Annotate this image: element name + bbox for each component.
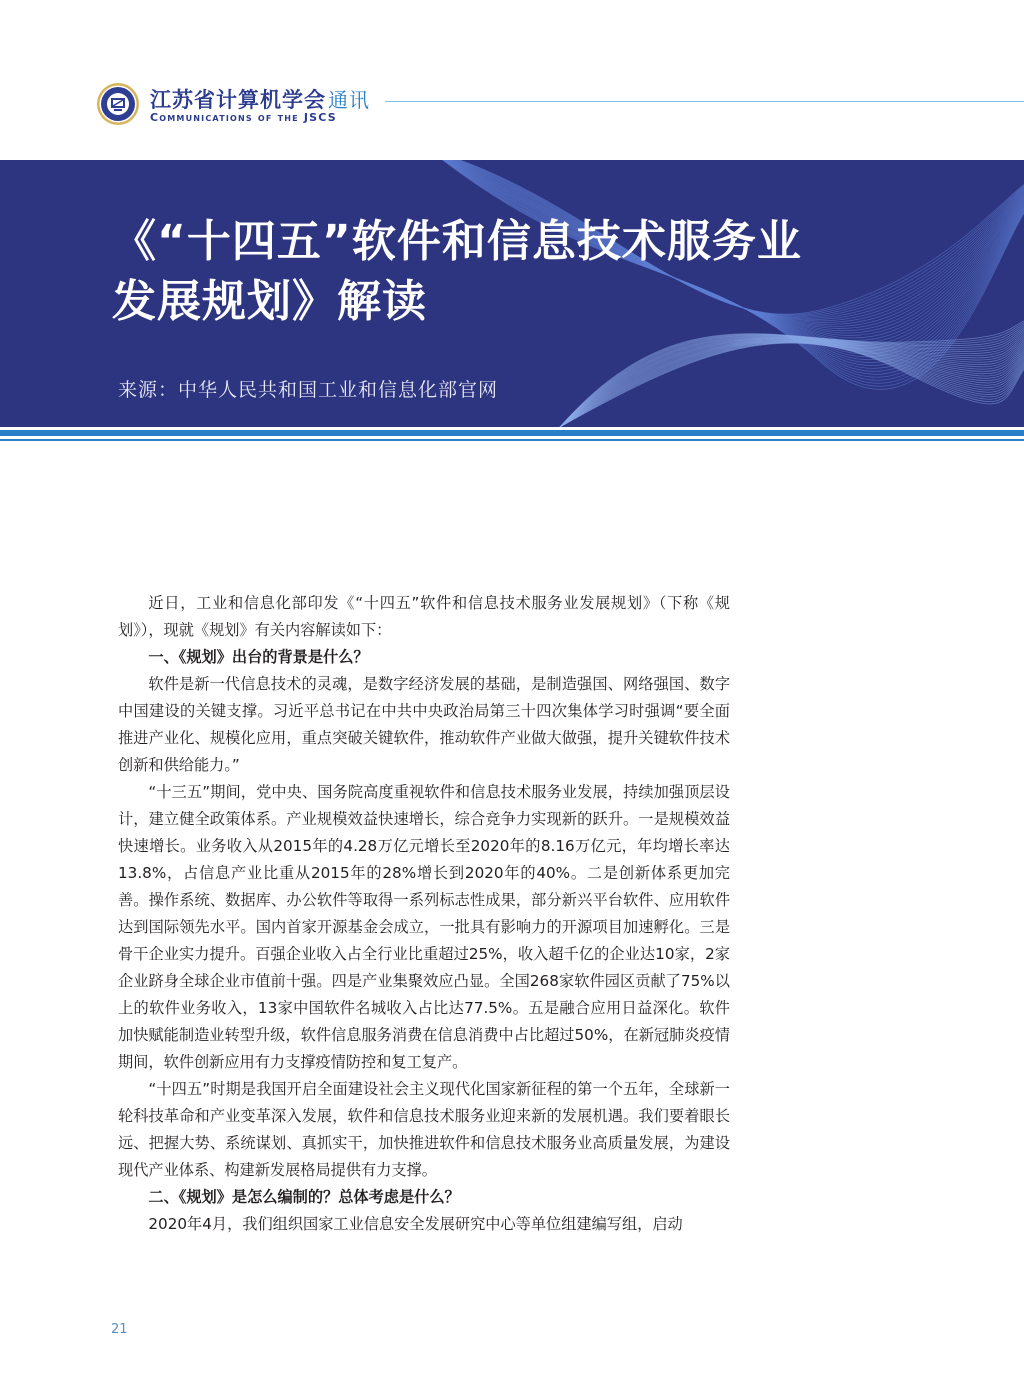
- section-heading: 二、《规划》是怎么编制的？总体考虑是什么？: [148, 1188, 460, 1206]
- header-rule: [385, 101, 1024, 102]
- article-title-line1: 《“十四五”软件和信息技术服务业: [112, 216, 802, 267]
- banner-bottom-thin-bar: [0, 439, 1024, 441]
- article-title-line2: 发展规划》解读: [112, 276, 427, 327]
- article-source: 来源：中华人民共和国工业和信息化部官网: [118, 379, 499, 401]
- org-name-cn: 江苏省计算机学会: [150, 88, 326, 112]
- banner-bottom-bar: [0, 430, 1024, 436]
- paragraph: 近日，工业和信息化部印发《“十四五”软件和信息技术服务业发展规划》（下称《规划》），现就《规划》有关内容解读如下：: [118, 594, 730, 639]
- paragraph: 软件是新一代信息技术的灵魂，是数字经济发展的基础，是制造强国、网络强国、数字中国建设的关键支撑。习近平总书记在中共中央政治局第三十四次集体学习时强调“要全面推进产业化、规模化应用，重点突破关键软件，推动软件产业做大做强，提升关键软件技术创新和供给能力。”: [118, 675, 730, 774]
- jscs-seal-logo: [96, 82, 140, 126]
- article-title: [112, 212, 802, 332]
- paragraph: 2020年4月，我们组织国家工业信息安全发展研究中心等单位组建编写组，启动: [148, 1215, 683, 1233]
- org-name: [150, 84, 370, 114]
- article-body: [118, 590, 730, 1238]
- paragraph: “十三五”期间，党中央、国务院高度重视软件和信息技术服务业发展，持续加强顶层设计，建立健全政策体系。产业规模效益快速增长，综合竞争力实现新的跃升。一是规模效益快速增长。业务收入从2015年的4.28万亿元增长至2020年的8.16万亿元，年均增长率达13.8%，占信息产业比重从2015年的28%增长到2020年的40%。二是创新体系更加完善。操作系统、数据库、办公软件等取得一系列标志性成果，部分新兴平台软件、应用软件达到国际领先水平。国内首家开源基金会成立，一批具有影响力的开源项目加速孵化。三是骨干企业实力提升。百强企业收入占全行业比重超过25%，收入超千亿的企业达10家，2家企业跻身全球企业市值前十强。四是产业集聚效应凸显。全国268家软件园区贡献了75%以上的软件业务收入，13家中国软件名城收入占比达77.5%。五是融合应用日益深化。软件加快赋能制造业转型升级，软件信息服务消费在信息消费中占比超过50%，在新冠肺炎疫情期间，软件创新应用有力支撑疫情防控和复工复产。: [118, 783, 730, 1071]
- org-name-english: Communications of the JSCS: [150, 111, 337, 124]
- section-heading: 一、《规划》出台的背景是什么？: [148, 648, 369, 666]
- org-name-suffix: 通讯: [328, 88, 370, 112]
- paragraph: “十四五”时期是我国开启全面建设社会主义现代化国家新征程的第一个五年，全球新一轮科技革命和产业变革深入发展，软件和信息技术服务业迎来新的发展机遇。我们要着眼长远、把握大势、系统谋划、真抓实干，加快推进软件和信息技术服务业高质量发展，为建设现代产业体系、构建新发展格局提供有力支撑。: [118, 1080, 730, 1179]
- page-header: [0, 0, 1024, 150]
- page-number: 21: [111, 1322, 128, 1337]
